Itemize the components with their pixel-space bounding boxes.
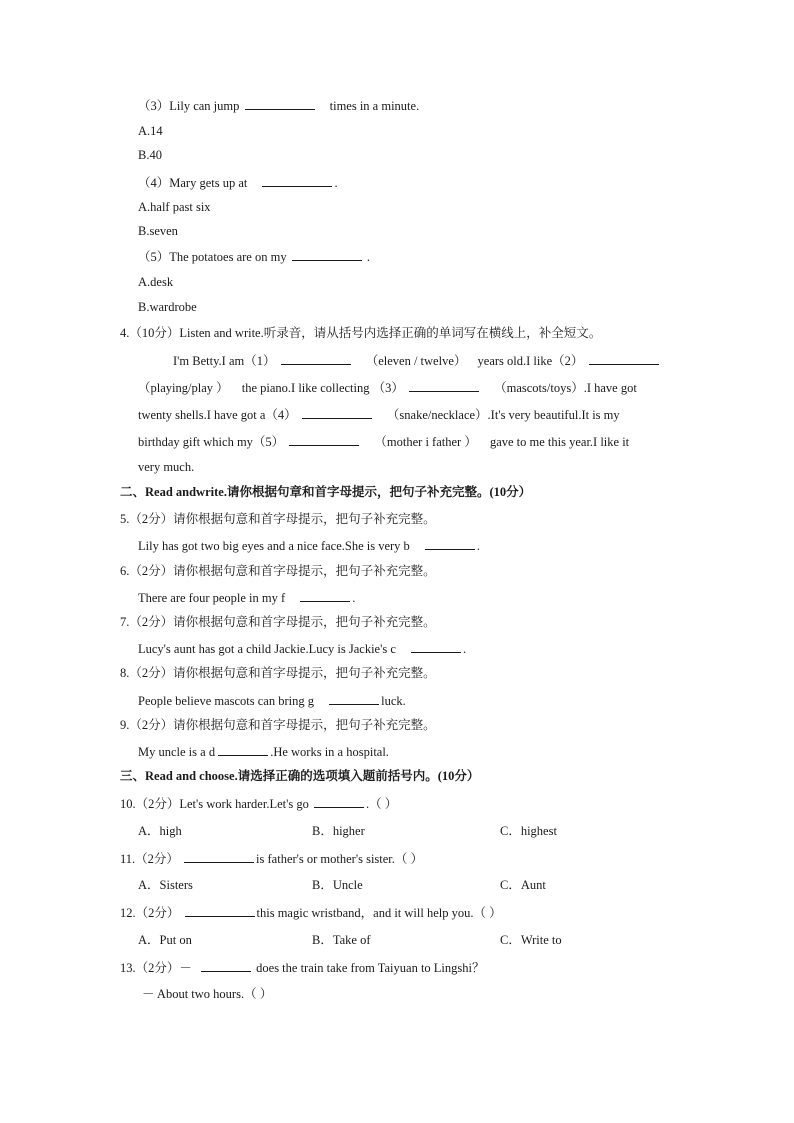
q3-item-3-text: （3）Lily can jump: [138, 99, 240, 113]
q3-item-5-tail: .: [366, 250, 370, 264]
option-b: B.40: [138, 148, 162, 162]
q7-title: 7.（2分）请你根据句意和首字母提示，把句子补充完整。: [120, 615, 436, 629]
answer-blank[interactable]: [185, 904, 255, 917]
q10-text: 10.（2分）Let's work harder.Let's go: [120, 797, 309, 811]
option-a[interactable]: A．high: [138, 824, 182, 838]
q4-line-2-b: the piano.I like collecting （3）: [241, 381, 404, 395]
q8-sentence: [138, 692, 406, 709]
q9-title: 9.（2分）请你根据句意和首字母提示，把句子补充完整。: [120, 718, 436, 732]
q4-line-1-b: （eleven / twelve）: [365, 354, 467, 368]
q4-line-2-c: （mascots/toys）.I have got: [494, 381, 637, 395]
option-a[interactable]: A．Sisters: [138, 878, 193, 892]
q11-text: 11.（2分）: [120, 852, 179, 866]
option-a[interactable]: A．Put on: [138, 933, 192, 947]
q4-line-1-c: years old.I like（2）: [477, 354, 584, 368]
q12-stem: [120, 904, 502, 921]
q5-text: Lily has got two big eyes and a nice face.She is very b: [138, 539, 410, 553]
q11-stem: [120, 850, 423, 867]
answer-blank[interactable]: [184, 850, 254, 863]
q4-line-1-a: I'm Betty.I am（1）: [173, 354, 276, 368]
q3-item-3-tail: times in a minute.: [329, 99, 420, 113]
q12-tail: this magic wristband，and it will help you.（ ）: [256, 906, 502, 920]
q9-text: My uncle is a d: [138, 745, 216, 759]
q5-title: 5.（2分）请你根据句意和首字母提示，把句子补充完整。: [120, 512, 436, 526]
option-c[interactable]: C．Aunt: [500, 878, 546, 892]
q13-stem: [120, 959, 485, 976]
q4-line-3-b: （snake/necklace）.It's very beautiful.It is my: [386, 408, 620, 422]
q4-line-2: [138, 379, 637, 396]
answer-blank[interactable]: [262, 174, 332, 187]
answer-blank[interactable]: [314, 795, 364, 808]
answer-blank[interactable]: [302, 406, 372, 419]
answer-blank[interactable]: [300, 589, 350, 602]
q3-item-3: [138, 97, 419, 114]
option-b[interactable]: B．Uncle: [312, 878, 363, 892]
answer-blank[interactable]: [425, 537, 475, 550]
q8-title: 8.（2分）请你根据句意和首字母提示，把句子补充完整。: [120, 666, 436, 680]
q4-line-4-c: gave to me this year.I like it: [489, 435, 630, 449]
q3-item-4: [138, 174, 338, 191]
q4-line-4-b: （mother i father ）: [374, 435, 477, 449]
option-c[interactable]: C．highest: [500, 824, 557, 838]
q7-text: Lucy's aunt has got a child Jackie.Lucy is Jackie's c: [138, 642, 396, 656]
q10-stem: [120, 795, 397, 812]
answer-blank[interactable]: [245, 97, 315, 110]
q8-end: luck.: [381, 694, 406, 708]
q4-line-5: very much.: [138, 460, 195, 474]
q6-end: .: [352, 591, 356, 605]
q4-line-1: [173, 352, 661, 369]
option-a: A.desk: [138, 275, 174, 289]
answer-blank[interactable]: [292, 248, 362, 261]
q13-answer-line: － About two hours.（ ）: [142, 987, 273, 1001]
q3-item-4-text: （4）Mary gets up at: [138, 176, 248, 190]
answer-blank[interactable]: [411, 640, 461, 653]
q13-tail: does the train take from Taiyuan to Lingshi？: [256, 961, 485, 975]
q6-title: 6.（2分）请你根据句意和首字母提示，把句子补充完整。: [120, 564, 436, 578]
answer-blank[interactable]: [218, 743, 268, 756]
q3-item-5-text: （5）The potatoes are on my: [138, 250, 287, 264]
q7-end: .: [463, 642, 467, 656]
q6-sentence: [138, 589, 355, 606]
q4-title: 4.（10分）Listen and write.听录音，请从括号内选择正确的单词写在横线上，补全短文。: [120, 326, 602, 340]
q5-sentence: [138, 537, 480, 554]
section-2-title: 二、Read andwrite.请你根据句章和首字母提示，把句子补充完整。(10分）: [120, 485, 532, 499]
option-b[interactable]: B．higher: [312, 824, 365, 838]
q3-item-5: [138, 248, 370, 265]
q10-tail: .（ ）: [365, 797, 398, 811]
option-a: A.half past six: [138, 200, 211, 214]
answer-blank[interactable]: [201, 959, 251, 972]
q6-text: There are four people in my f: [138, 591, 286, 605]
q3-item-4-tail: .: [334, 176, 338, 190]
option-b: B.seven: [138, 224, 178, 238]
q5-end: .: [476, 539, 481, 553]
q4-line-4: [138, 433, 629, 450]
answer-blank[interactable]: [329, 692, 379, 705]
q4-line-2-a: （playing/play ）: [138, 381, 229, 395]
q9-end: .He works in a hospital.: [270, 745, 389, 759]
answer-blank[interactable]: [289, 433, 359, 446]
answer-blank[interactable]: [409, 379, 479, 392]
q4-line-3-a: twenty shells.I have got a（4）: [138, 408, 297, 422]
section-3-title: 三、Read and choose.请选择正确的选项填入题前括号内。(10分）: [120, 769, 480, 783]
q7-sentence: [138, 640, 466, 657]
answer-blank[interactable]: [281, 352, 351, 365]
q11-tail: is father's or mother's sister.（ ）: [256, 852, 424, 866]
option-b[interactable]: B．Take of: [312, 933, 371, 947]
q13-text: 13.（2分）－: [120, 961, 192, 975]
option-a: A.14: [138, 124, 163, 138]
q8-text: People believe mascots can bring g: [138, 694, 314, 708]
q4-line-3: [138, 406, 620, 423]
q12-text: 12.（2分）: [120, 906, 180, 920]
q9-sentence: [138, 743, 389, 760]
option-c[interactable]: C．Write to: [500, 933, 562, 947]
q4-line-4-a: birthday gift which my（5）: [138, 435, 285, 449]
answer-blank[interactable]: [589, 352, 659, 365]
option-b: B.wardrobe: [138, 300, 197, 314]
